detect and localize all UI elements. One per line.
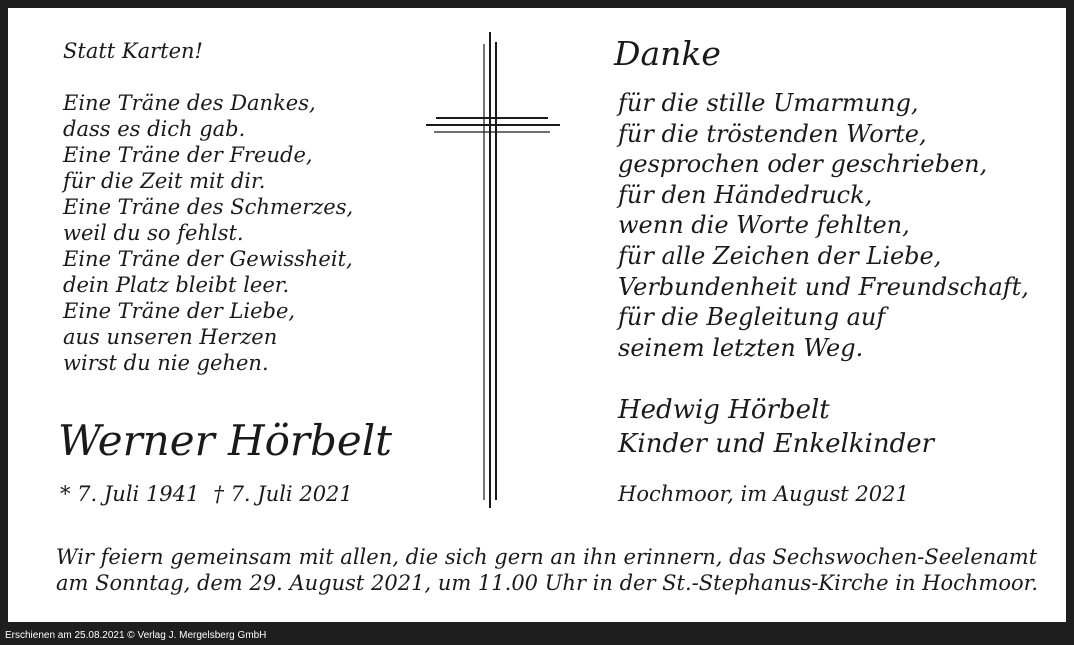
publication-footer [0, 627, 1074, 645]
thanks-line: wenn die Worte fehlten, [618, 211, 910, 240]
signer-name: Hedwig Hörbelt [618, 395, 830, 425]
publication-credit: Erschienen am 25.08.2021 © Verlag J. Mergelsberg GmbH [5, 630, 267, 641]
service-line: am Sonntag, dem 29. August 2021, um 11.00 Uhr in der St.-Stephanus-Kirche in Hochmoor. [56, 571, 1039, 595]
poem-block [63, 38, 353, 376]
death-date: † 7. Juli 2021 [213, 482, 353, 506]
poem-line: wirst du nie gehen. [63, 351, 269, 375]
thanks-line: für den Händedruck, [618, 180, 873, 209]
thanks-line: für die stille Umarmung, [618, 89, 919, 117]
poem-line: Eine Träne des Schmerzes, [63, 195, 354, 219]
signer-family: Kinder und Enkelkinder [618, 429, 935, 459]
poem-intro: Statt Karten! [63, 39, 203, 63]
poem-line: aus unseren Herzen [63, 325, 278, 349]
poem-line: Eine Träne der Freude, [63, 143, 313, 167]
thanks-line: gesprochen oder geschrieben, [618, 150, 988, 179]
signers-block [618, 393, 934, 461]
thanks-list [618, 88, 1029, 363]
poem-line: dein Platz bleibt leer. [63, 273, 290, 297]
life-dates [60, 482, 353, 506]
thanks-title: Danke [614, 34, 721, 73]
thanks-line: seinem letzten Weg. [618, 333, 864, 362]
service-announcement [56, 544, 1038, 596]
poem-line: für die Zeit mit dir. [63, 169, 266, 193]
thanks-line: Verbundenheit und Freundschaft, [618, 272, 1029, 301]
poem-line: dass es dich gab. [63, 117, 246, 141]
thanks-line: für die Begleitung auf [618, 303, 886, 332]
poem-line: Eine Träne des Dankes, [63, 91, 316, 115]
poem-line: Eine Träne der Gewissheit, [63, 247, 353, 271]
poem-line: weil du so fehlst. [63, 221, 244, 245]
birth-date: * 7. Juli 1941 [60, 482, 200, 506]
obituary-notice [8, 8, 1066, 622]
poem-spacer [63, 64, 353, 90]
thanks-line: für die tröstenden Worte, [618, 119, 927, 148]
thanks-line: für alle Zeichen der Liebe, [618, 241, 942, 270]
place-date: Hochmoor, im August 2021 [618, 482, 909, 506]
deceased-name: Werner Hörbelt [58, 416, 393, 465]
outlined-latin-cross-icon [416, 32, 566, 512]
poem-line: Eine Träne der Liebe, [63, 299, 296, 323]
service-line: Wir feiern gemeinsam mit allen, die sich gern an ihn erinnern, das Sechswochen-Seelenamt [56, 545, 1038, 569]
